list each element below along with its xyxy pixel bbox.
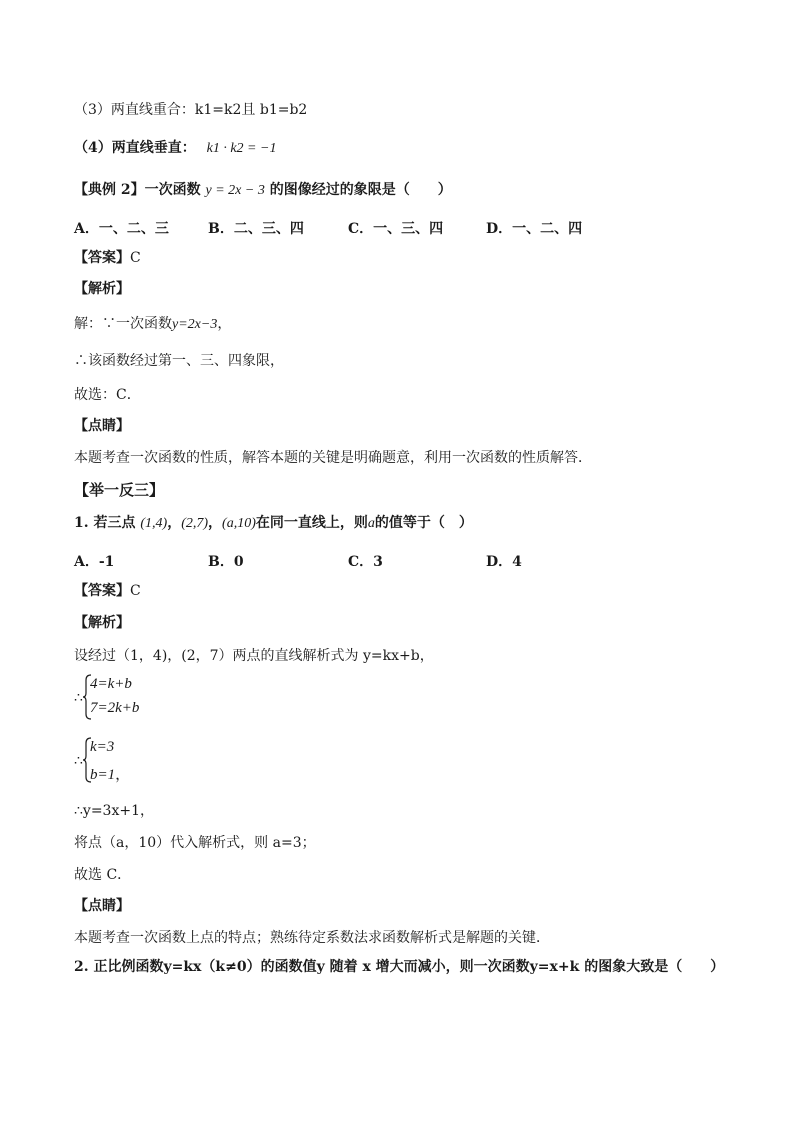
question-1-prefix: 1. 若三点 xyxy=(74,515,136,531)
q1-option-c: C．3 xyxy=(348,554,383,570)
question-1-point-3: (a,10) xyxy=(222,516,256,531)
answer-1-value: C xyxy=(130,250,141,266)
solution-1-comma: ， xyxy=(217,316,232,332)
example-option-c: C．一、三、四 xyxy=(348,221,444,237)
system-2-eq-2-row xyxy=(90,763,130,784)
condition-4-line xyxy=(74,139,276,158)
answer-2-value: C xyxy=(130,583,141,599)
therefore-symbol-2: ∴ xyxy=(74,753,83,769)
example-2-math: y = 2x − 3 xyxy=(205,183,265,198)
solution-1-line-c: ∴该函数经过第一、三、四象限， xyxy=(74,353,284,369)
solution-1-line-d: 故选：C． xyxy=(74,387,141,403)
solution-2-line-b: ∴y=3x+1， xyxy=(74,803,154,819)
condition-4-math: k1 · k2 = −1 xyxy=(206,141,277,156)
question-1-var: a xyxy=(367,516,375,531)
system-1-eq-1: 4=k+b xyxy=(90,676,132,692)
example-2-title xyxy=(74,181,452,200)
analysis-1-label: 【解析】 xyxy=(74,281,130,297)
practice-title: 【举一反三】 xyxy=(74,481,165,499)
question-1-line xyxy=(74,514,473,533)
comment-2-text: 本题考查一次函数上点的特点；熟练待定系数法求函数解析式是解题的关键． xyxy=(74,930,550,946)
question-1-options xyxy=(74,551,734,571)
solution-1-math: y=2x−3 xyxy=(172,317,218,332)
analysis-2-label: 【解析】 xyxy=(74,615,130,631)
answer-1-label: 【答案】 xyxy=(74,250,130,266)
question-1-point-2: (2,7) xyxy=(181,516,209,531)
solution-2-line-d: 故选 C． xyxy=(74,867,132,883)
comment-2-label: 【点睛】 xyxy=(74,898,130,914)
q1-option-b: B．0 xyxy=(208,554,244,570)
answer-2-label: 【答案】 xyxy=(74,583,130,599)
question-1-sep-2: ， xyxy=(208,515,223,531)
system-1-eq-2: 7=2k+b xyxy=(90,700,140,716)
question-2-line: 2. 正比例函数y=kx（k≠0）的函数值y 随着 x 增大而减小，则一次函数y=x+k 的图象大致是（ ） xyxy=(74,959,725,975)
question-1-sep-1: ， xyxy=(167,515,182,531)
comment-1-text: 本题考查一次函数的性质，解答本题的关键是明确题意，利用一次函数的性质解答． xyxy=(74,450,592,466)
example-2-question: 的图像经过的象限是（ ） xyxy=(269,182,452,198)
example-2-options xyxy=(74,218,734,238)
condition-4-text: （4）两直线垂直： xyxy=(74,140,196,156)
question-1-middle: 在同一直线上，则 xyxy=(255,515,368,531)
question-1-end: 的值等于（ ） xyxy=(374,515,473,531)
solution-2-line-a: 设经过（1，4)，(2，7）两点的直线解析式为 y=kx+b， xyxy=(74,648,434,664)
system-2-eq-2: b=1 xyxy=(90,767,116,783)
system-2-comma: ， xyxy=(115,767,131,783)
solution-2-line-c: 将点（a，10）代入解析式，则 a=3； xyxy=(74,835,316,851)
therefore-symbol-1: ∴ xyxy=(74,690,83,706)
condition-3-text: （3）两直线重合：k1=k2且 b1=b2 xyxy=(74,102,308,118)
equation-system-1 xyxy=(74,674,194,722)
solution-1-text: 解：∵一次函数 xyxy=(74,316,172,332)
example-2-label: 【典例 2】一次函数 xyxy=(74,182,201,198)
example-option-a: A．一、二、三 xyxy=(74,221,169,237)
answer-1-line xyxy=(74,249,141,267)
equation-system-2 xyxy=(74,737,194,785)
comment-1-label: 【点睛】 xyxy=(74,418,130,434)
condition-3-line xyxy=(74,101,307,119)
example-option-b: B．二、三、四 xyxy=(208,221,304,237)
example-option-d: D．一、二、四 xyxy=(486,221,583,237)
solution-1-line-a xyxy=(74,315,231,334)
q1-option-d: D．4 xyxy=(486,554,522,570)
answer-2-line xyxy=(74,582,141,600)
question-1-point-1: (1,4) xyxy=(140,516,168,531)
system-2-eq-1: k=3 xyxy=(90,739,115,755)
q1-option-a: A．-1 xyxy=(74,554,115,570)
